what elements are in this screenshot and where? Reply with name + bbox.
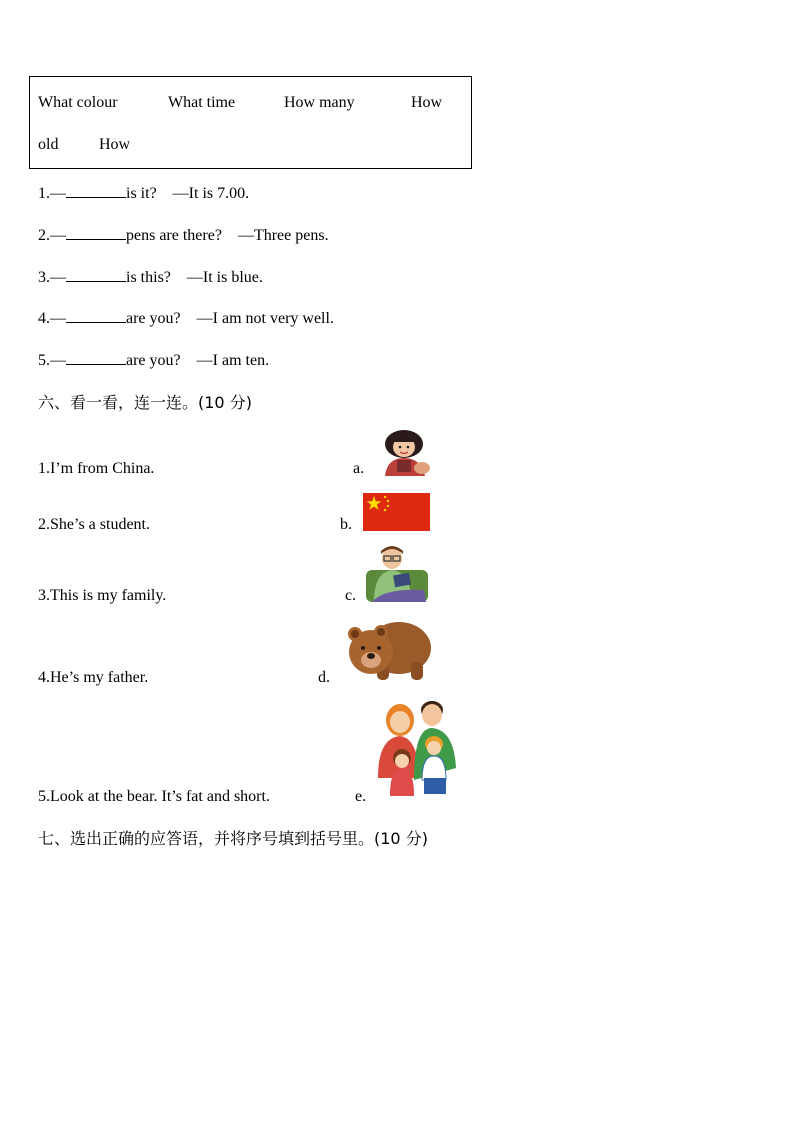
answer-blank[interactable] [66,183,126,198]
question-number: 4.— [38,310,66,327]
word-bank-box [29,76,472,169]
word-bank-item: old [38,136,59,153]
match-sentence: 3.This is my family. [38,587,167,604]
china-flag-icon [363,493,430,531]
bear-icon [341,614,433,682]
question-text: is it? [126,185,157,202]
girl-icon [375,428,433,476]
fill-in-question [38,225,329,245]
fill-in-question [38,350,269,370]
fill-in-question [38,267,263,287]
word-bank-item: What time [168,94,236,111]
word-bank-item: How many [284,94,355,111]
response-text: —It is 7.00. [172,185,250,202]
fill-in-question [38,183,249,203]
question-text: pens are there? [126,227,222,244]
question-number: 3.— [38,269,66,286]
fill-in-question [38,308,334,328]
match-letter: e. [355,788,367,805]
question-number: 5.— [38,352,66,369]
match-sentence: 2.She’s a student. [38,516,150,533]
response-text: —I am ten. [196,352,270,369]
match-letter: d. [318,669,330,686]
question-number: 1.— [38,185,66,202]
question-text: are you? [126,352,181,369]
match-sentence: 5.Look at the bear. It’s fat and short. [38,788,270,805]
word-bank-item: What colour [38,94,118,111]
match-letter: b. [340,516,352,533]
word-bank-item: How [411,94,443,111]
section-heading: 六、看一看，连一连。(10 分) [38,393,252,412]
answer-blank[interactable] [66,267,126,282]
question-text: are you? [126,310,181,327]
word-bank-item: How [99,136,131,153]
match-sentence: 1.I’m from China. [38,460,155,477]
question-number: 2.— [38,227,66,244]
match-letter: a. [353,460,365,477]
response-text: —It is blue. [186,269,263,286]
response-text: —Three pens. [237,227,329,244]
answer-blank[interactable] [66,225,126,240]
answer-blank[interactable] [66,308,126,323]
family-icon [374,698,460,796]
match-sentence: 4.He’s my father. [38,669,149,686]
section-heading: 七、选出正确的应答语，并将序号填到括号里。(10 分) [38,829,428,848]
father-reading-icon [364,546,430,602]
answer-blank[interactable] [66,350,126,365]
response-text: —I am not very well. [196,310,334,327]
match-letter: c. [345,587,357,604]
question-text: is this? [126,269,171,286]
